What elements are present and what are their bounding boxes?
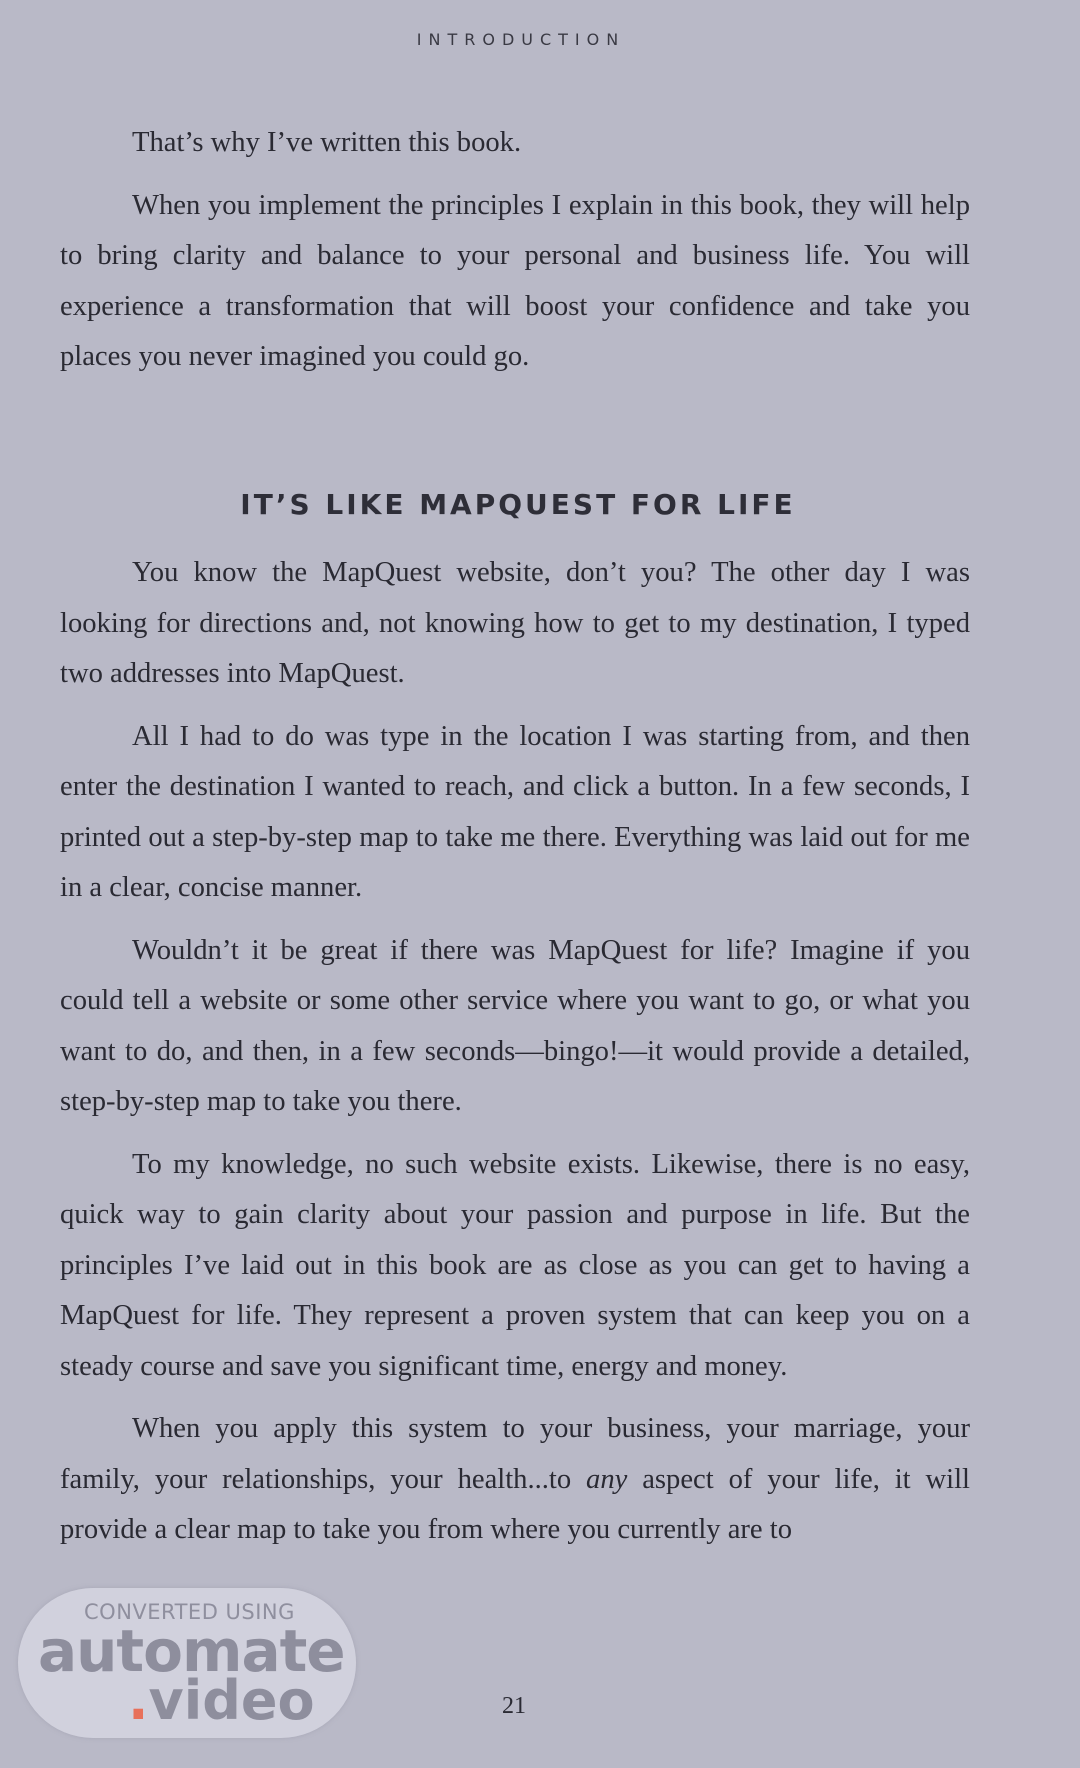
- paragraph: When you implement the principles I explain in this book, they will help to bring clarity and balance to your personal and business life. You will experience a transformation that will boost your confidence and take you places you never imagined you could go.: [60, 189, 970, 372]
- watermark-logo-word: automate: [38, 1617, 345, 1685]
- watermark-suffix-text: video: [148, 1669, 315, 1732]
- paragraph: [60, 1404, 970, 1556]
- watermark-dot: .: [128, 1669, 149, 1732]
- watermark-logo-suffix: [128, 1668, 315, 1734]
- watermark-badge: [18, 1588, 356, 1738]
- emphasis-text: any: [586, 1463, 628, 1495]
- section-text-block: [60, 548, 970, 1568]
- text-run: aspect of your life, it will provide a clear map to take you from where you currently are to: [60, 1463, 970, 1545]
- paragraph: All I had to do was type in the location I was starting from, and then enter the destination I wanted to reach, and click a button. In a few seconds, I printed out a step-by-step map to take me there. Everything was laid out for me in a clear, concise manner.: [60, 720, 970, 903]
- intro-text-block: [60, 118, 970, 395]
- paragraph: That’s why I’ve written this book.: [132, 127, 522, 158]
- section-heading: IT’S LIKE MAPQUEST FOR LIFE: [240, 488, 796, 521]
- watermark-caption: CONVERTED USING: [84, 1600, 295, 1624]
- paragraph: To my knowledge, no such website exists. Likewise, there is no easy, quick way to gain clarity about your passion and purpose in life. But the principles I’ve laid out in this book are as close as you can get to having a MapQuest for life. They represent a proven system that can keep you on a steady course and save you significant time, energy and money.: [60, 1148, 970, 1382]
- text-run: When you apply this system to your business, your marriage, your family, your relationships, your health...to: [60, 1413, 970, 1495]
- paragraph: You know the MapQuest website, don’t you? The other day I was looking for directions and, not knowing how to get to my destination, I typed two addresses into MapQuest.: [60, 557, 970, 689]
- paragraph: Wouldn’t it be great if there was MapQuest for life? Imagine if you could tell a website or some other service where you want to go, or what you want to do, and then, in a few seconds—bingo!—it would provide a detailed, step-by-step map to take you there.: [60, 934, 970, 1117]
- running-head: INTRODUCTION: [416, 30, 626, 49]
- page-number: 21: [502, 1693, 526, 1719]
